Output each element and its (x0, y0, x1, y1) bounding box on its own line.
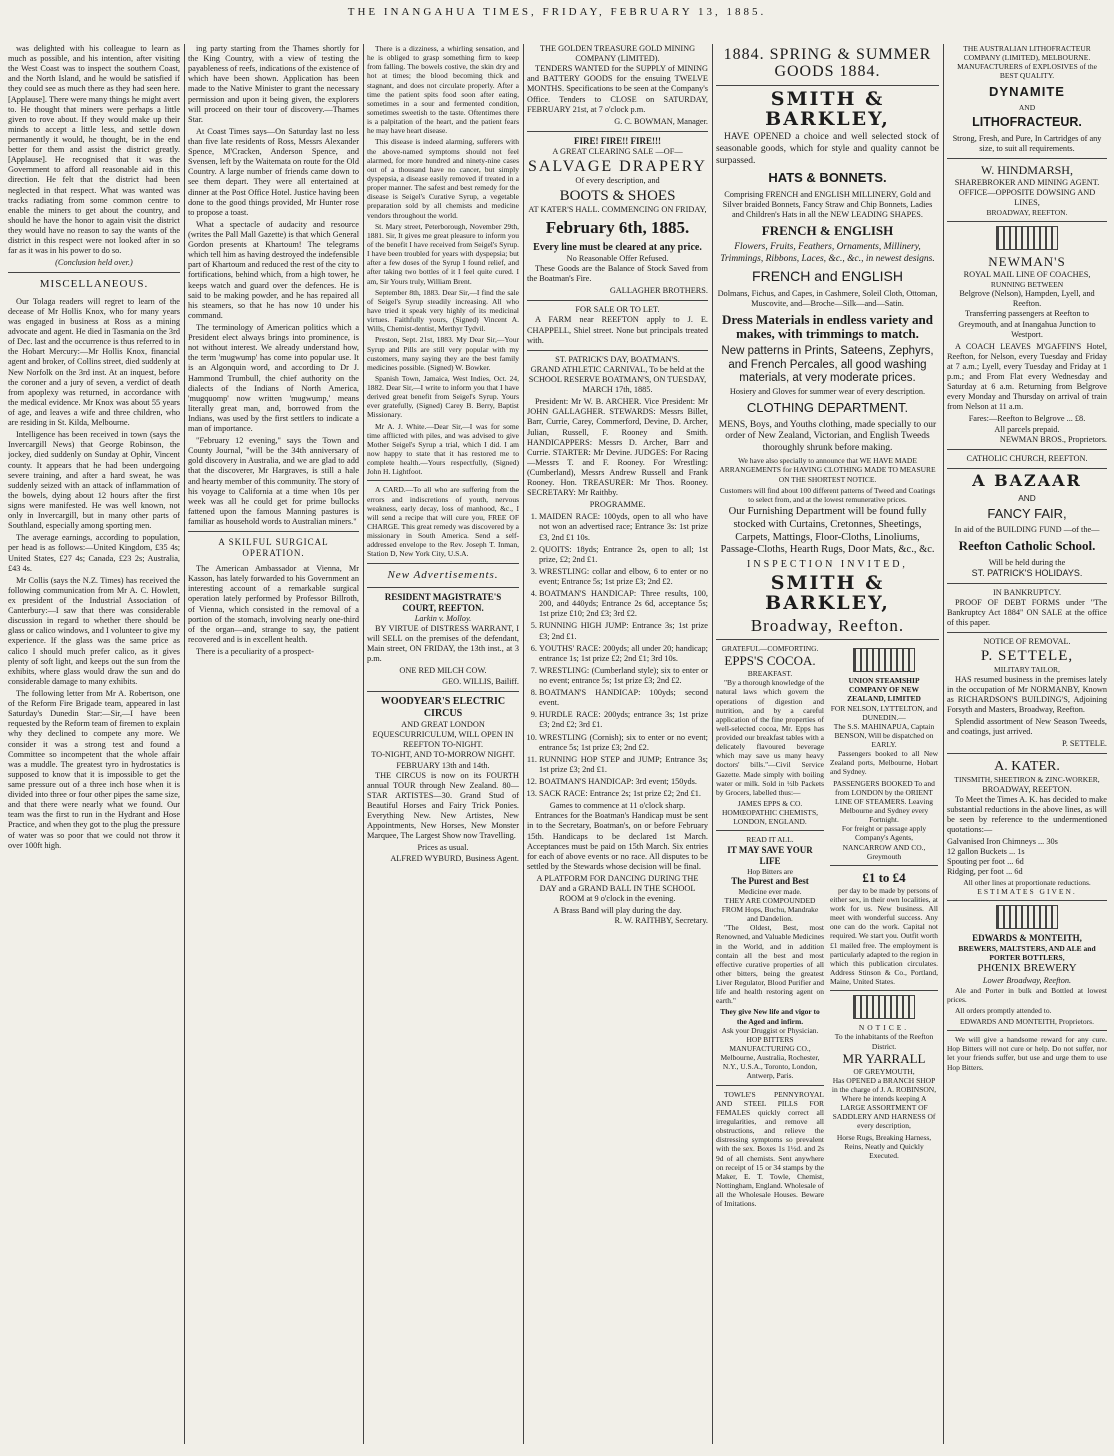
oldest-text: "The Oldest, Best, most Renowned, and Valuable Medicines in the World, and in addition contain all the best and most effective curative properties of all other bitters, being the greatest Liver Regulator, Blood Purifier and life and health restoring agent on earth." (716, 923, 824, 1006)
bankruptcy-heading: IN BANKRUPTCY. (992, 587, 1062, 597)
article-paragraph: Our Tolaga readers will regret to learn of the decease of Mr Hollis Knox, who for many years was engaged in business at Ross as a mining advocate and agent. He died in Tasmania on the 3rd of Dec. last and the occurrence is thus referred to in the Hobart Mercury:—Mr Hollis Knox, financial agent and broker, of Collins street, died suddenly at New Norfolk on the 3rd inst. At an inquest, before the coroner and a jury of seven, a verdict of death from apoplexy was returned, in accordance with the medical evidence. Mr Knox was about 55 years of age, and leaves a wife and three children, who are residing in St. Kilda, Melbourne. (8, 296, 180, 428)
kater-heading: A. KATER. (994, 759, 1060, 775)
french-english-italic: Flowers, Fruits, Feathers, Ornaments, Millinery, Trimmings, Ribbons, Laces, &c., &c., in newest designs. (720, 242, 935, 264)
opened-text: HAVE OPENED a choice and well selected stock of seasonable goods, which for style and quality cannot be surpassed. (716, 132, 939, 166)
section-title-new-ads: New Advertisements. (387, 568, 499, 581)
divider (527, 300, 708, 301)
programme-event: 2. QUOITS: 18yds; Entrance 2s, open to all; 1st prize, £2; 2nd £1. (539, 545, 708, 565)
furnishing-text: Our Furnishing Department will be found fully stocked with Curtains, Cretonnes, Sheetings, Carpets, Mattings, Floor-Cloths, Linoliums, Passage-Cloths, Hearth Rugs, Door Mats, &c., &c. (720, 505, 935, 556)
office-addr: BROADWAY, REEFTON. (986, 207, 1068, 217)
strong-text: Strong, Fresh, and Pure, In Cartridges of any size, to suit all requirements. (952, 133, 1102, 153)
newman-heading: NEWMAN'S (988, 254, 1066, 270)
proof-text: PROOF OF DEBT FORMS under "The Bankruptcy Act 1884" ON SALE at the office of this paper. (947, 597, 1107, 627)
route-text: Belgrove (Nelson), Hampden, Lyell, and Reefton. (959, 289, 1095, 309)
article-paragraph: The terminology of American politics which a President elect always brings into prominence, is not without interest. We already understand how, the term 'mugwump' has come into popular use. It is an Algonquin word, and according to Dr J. Hammond Trumbull, the chief authority on the dialects of the Indians of North America, 'mugquomp' now written 'mugwump,' means literally great man, and, borrowed from the Indians, was used by the first settlers to indicate a man of importance. (188, 322, 359, 434)
circus-sign: ALFRED WYBURD, Business Agent. (390, 853, 519, 863)
divider (947, 468, 1107, 469)
spring-header: 1884. SPRING & SUMMER GOODS 1884. (723, 46, 932, 80)
medicine-heading: Medicine ever made. (738, 886, 802, 896)
dress-heading: Dress Materials in endless variety and makes, with trimmings to match. (722, 311, 933, 342)
every-line: Of every description, and (575, 176, 660, 186)
resumed-text: HAS resumed business in the premises lately in the occupation of Mr NORMANBY, Known as RICHARDSON'S BUILDING'S, Adjoining Forsyth and Masters, Broadway, Reefton. (947, 674, 1107, 714)
phoenix-addr: Lower Broadway, Reefton. (982, 975, 1072, 985)
divider (947, 632, 1107, 633)
and-text-2: AND (1018, 492, 1036, 503)
epps-sub: BREAKFAST. (747, 669, 793, 679)
programme-event: 7. WRESTLING: (Cumberland style); six to enter or no event; entrance 5s; 1st prize £3; 2nd £2. (539, 666, 708, 686)
brewery-illustration (996, 905, 1058, 929)
divider (188, 531, 359, 532)
testimonial: St. Mary street, Peterborough, November 29th, 1881. Sir, It gives me great pleasure to inform you of the benefit I have received from Seigel's Syrup. I have been troubled for years with dyspepsia; but after a few doses of the Syrup I found relief, and after taking two bottles of it I feel quite cured. I am, Sir Yours truly, William Brent. (367, 221, 519, 286)
hop-heading: Hop Bitters are (747, 866, 793, 876)
column-1 (8, 44, 180, 1444)
carnival-text: GRAND ATHLETIC CARNIVAL, To be held at the SCHOOL RESERVE BOATMAN'S, ON TUESDAY, MARCH 17th, 1885. (528, 364, 707, 395)
price-item: 12 gallon Buckets ... 1s (947, 847, 1025, 857)
programme-event: 12. BOATMAN'S HANDICAP: 3rd event; 150yds. (539, 777, 708, 787)
hats-body: Comprising FRENCH and ENGLISH MILLINERY, Gold and Silver braided Bonnets, Fancy Straw and Chip Bonnets, Ladies and Children's Hats in all the NEW LEADING SHAPES. (722, 189, 933, 219)
article-paragraph: was delighted with his colleague to learn as much as possible, and his intention, after visiting the West Coast was to inspect the southern Coast, and the North Island, and he would be satisfied if they could see as much there as they had seen here. [Applause]. There were many things he might avert to. He thought that miners were perhaps a little given to rove about. If they would make up their minds to accept a little less, and settle down permanently it would, he thought, be in the end better for them and assist the district greatly. [Applause]. He recognised that it was the Government to afford all reasonable aid in this direction. He felt that the district had been neglected in that respect. What was wanted was tracks radiating from some common centre to enable the miners to get about the country, and should he have the honor to again visit the district they would have no reason to say the wants of the district in this respect were not looked after in so far as it was in his power to do so. (8, 44, 180, 256)
held-text: Will be held during the (988, 557, 1066, 567)
article-paragraph: This disease is indeed alarming, sufferers with the above-named symptoms should not feel alarmed, for more hundred and ninety-nine cases out of a thousand have no cancer, but simply dyspepsia, a disease easily removed if treated in a proper manner. The safest and best remedy for the disease is Seigel's Curative Syrup, a vegetable preparation sold by all chemists and medicine vendors throughout the world. (367, 137, 519, 220)
no-offer: No Reasonable Offer Refused. (566, 253, 669, 263)
reward-text: We will give a handsome reward for any cure. Hop Bitters will not cure or help. Do not suffer, nor let your friends suffer, but use and urge them to use Hop Bitters. (947, 1035, 1107, 1072)
circus-subtitle: AND GREAT LONDON EQUESCURRICULUM, WILL OPEN IN REEFTON TO-NIGHT. (372, 720, 514, 750)
litho-title: THE AUSTRALIAN LITHOFRACTEUR COMPANY (LIMITED), MELBOURNE. (963, 44, 1091, 63)
steamship-illustration (853, 648, 915, 672)
divider (367, 691, 519, 692)
circus-prices: Prices as usual. (417, 843, 469, 853)
clearing-heading: A GREAT CLEARING SALE —OF— (552, 146, 683, 156)
union-agent: For freight or passage apply Company's Agents, NANCARROW AND CO., Greymouth (841, 824, 927, 861)
edwards-sign: EDWARDS AND MONTEITH, Proprietors. (960, 1017, 1094, 1027)
column-rule (712, 44, 713, 1444)
divider (716, 1085, 824, 1086)
clothing-body: MENS, Boys, and Youths clothing, made specially to our order of New Zealand, Victorian, and English Tweeds thoroughly shrunk before making. (718, 419, 937, 453)
orders-text: All orders promptly attended to. (955, 1005, 1052, 1015)
removal-heading: NOTICE OF REMOVAL. (983, 637, 1071, 647)
french-english-2-heading: FRENCH and ENGLISH (752, 268, 903, 285)
divider (8, 272, 180, 273)
article-paragraph: "February 12 evening," says the Town and County Journal, "will be the 34th anniversary of gold discovery in Australia, and we are glad to add that the discoverer, Mr Hargraves, is still a hale and hearty member of this community. The story of his voyage to California at a time when 10s per week was all he could get for prime bullocks fattened upon the famous Manning pastures is familiar as household words to Australian miners." (188, 436, 359, 527)
officers-text: President: Mr W. B. ARCHER. Vice President: Mr JOHN GALLAGHER. STEWARDS: Messrs Billet, Barr, Currie, Carey, Commerford, Devine, D. Archer, Julian, Russell, F. Rooney and Smith. HANDICAPPERS: Messrs D. Archer, Barr and Currie. STARTER: Mr Devine. JUDGES: For Racing—Messrs T. and F. Rooney. For Wrestling: (Cumberland), Messrs Andrew Russell and Frank Rooney. Hon. TREASURER: Mr Thos. Rooney. SECRETARY: Mr Raithby. (527, 397, 708, 498)
boots-heading: BOOTS & SHOES (559, 187, 676, 204)
tinsmith-text: TINSMITH, SHEETIRON & ZINC-WORKER, (954, 775, 1100, 785)
programme-event: 1. MAIDEN RACE: 100yds, open to all who have not won an advertised race; Entrance 3s: 1st prize £3, 2nd £1 10s. (539, 512, 708, 542)
divider (367, 480, 519, 481)
coach-illustration (996, 226, 1058, 250)
hindmarsh-heading: W. HINDMARSH, (981, 162, 1073, 177)
union-booked: PASSENGERS BOOKED To and from LONDON by the ORIENT LINE OF STEAMERS. Leaving Melbourne and Sydney every Fortnight. (833, 778, 935, 825)
court-body: BY VIRTUE of DISTRESS WARRANT, I will SELL on the premises of the defendant, Main street, ON FRIDAY, the 13th inst., at 3 p.m. (367, 624, 519, 664)
column-rule (943, 44, 944, 1444)
newman-sign: NEWMAN BROS., Proprietors. (999, 434, 1107, 444)
kater-body: To Meet the Times A. K. has decided to make substantial reductions in the above lines, as will be seen by reference to the undermentioned quotations:— (947, 794, 1107, 835)
others-text: All other lines at proportionate reductions. (963, 877, 1091, 887)
royal-text: ROYAL MAIL LINE OF COACHES, (963, 269, 1091, 279)
date-heading: February 6th, 1885. (545, 217, 690, 237)
hats-heading: HATS & BONNETS. (768, 170, 887, 186)
masthead: THE INANGAHUA TIMES, FRIDAY, FEBRUARY 13, 1885. (347, 6, 767, 18)
union-ship: The S.S. MAHINAPUA, Captain BENSON, Will be dispatched on EARLY. (833, 721, 935, 750)
court-case: Larkin v. Molloy. (414, 613, 472, 623)
inspection-heading: INSPECTION INVITED, (747, 559, 908, 571)
divider (716, 830, 824, 831)
and-text: AND (1018, 102, 1036, 112)
read-heading: READ IT ALL. (746, 835, 794, 845)
fancy-heading: FANCY FAIR, (987, 505, 1067, 521)
article-paragraph: The American Ambassador at Vienna, Mr Kasson, has lately forwarded to his Government an interesting account of a remarkable surgical operation lately performed by Professor Billroth, of Vienna, which consisted in the removal of a portion of the stomach, involving nearly one-third of the organ—and, strange to say, the patient recovered and is in excellent health. (188, 564, 359, 644)
hosiery-text: Hosiery and Gloves for summer wear of every description. (729, 387, 926, 397)
edwards-heading: EDWARDS & MONTEITH, (972, 932, 1082, 943)
ale-text: Ale and Porter in bulk and Bottled at lowest prices. (947, 985, 1107, 1004)
divider (947, 753, 1107, 754)
dynamite-heading: DYNAMITE (989, 83, 1065, 99)
transfer-text: Transferring passengers at Reefton to Greymouth, and at Inangahua Junction to Westport. (958, 309, 1096, 339)
aid-text: In aid of the BUILDING FUND —of the— (954, 525, 1100, 535)
section-title-miscellaneous: MISCELLANEOUS. (39, 278, 149, 291)
column-3 (367, 44, 519, 1444)
divider (947, 449, 1107, 450)
coach-text: A COACH LEAVES M'GAFFIN'S Hotel, Reefton, for Nelson, every Tuesday and Friday at 7 a.m.; Lyell, every Tuesday and Friday at 1 p.m.; and From Flat every Wednesday and Saturday at 6 a.m. Returning from Belgrove every Monday and Thursday on arrival of train from Nelson at 11 a.m. (947, 341, 1107, 412)
notice-to: To the inhabitants of the Reefton District. (834, 1032, 934, 1051)
union-body: Passengers booked to all New Zealand ports, Melbourne, Hobart and Sydney. (830, 749, 938, 777)
programme-event: 5. RUNNING HIGH JUMP: Entrance 3s; 1st prize £3; 2nd £1. (539, 621, 708, 641)
article-paragraph: Intelligence has been received in town (says the Invercargill News) that George Robinson, the jockey, died suddenly on Sunday at Ophir, Vincent county. It appears that he had been undergoing severe training, and after a hard sweat, he was suddenly seized with an attack of inflammation of the bowels, dying about 12 hours after the first signs were manifested. He was well known, not only in Invercargill, but in many other parts of Southland, especially among sporting men. (8, 430, 180, 531)
french-english-2-body: Dolmans, Fichus, and Capes, in Cashmere, Soleil Cloth, Ottoman, Muscovite, and—Broche—Silk—and—Satin. (717, 288, 938, 308)
splendid-text: Splendid assortment of New Season Tweeds, and coatings, just arrived. (947, 717, 1107, 737)
prepaid-text: All parcels prepaid. (994, 424, 1060, 434)
katers-hall: AT KATER'S HALL. COMMENCING ON FRIDAY, (528, 204, 707, 214)
cleared-heading: Every line must be cleared at any price. (533, 241, 702, 253)
lithofracteur-heading: LITHOFRACTEUR. (972, 115, 1082, 129)
lower-ads-left (716, 644, 824, 1210)
towle-text: TOWLE'S PENNYROYAL AND STEEL PILLS FOR FEMALES quickly correct all irregularities, and remove all obstructions, and relieve the distressing symptoms so prevalent with the sex. Boxes 1s 1½d. and 2s 9d of all chemists. Sent anywhere on receipt of 15 or 34 stamps by the Maker, E. T. Towle, Chemist, Nottingham, England. Wholesale of all the Wholesale Houses. Beware of Imitations. (716, 1089, 824, 1209)
union-for: FOR NELSON, LYTTELTON, and DUNEDIN.— (830, 703, 938, 722)
settele-sign: P. SETTELE. (1062, 739, 1107, 749)
broadway-heading: Broadway, Reefton. (750, 616, 905, 636)
column-4 (527, 44, 708, 1444)
estimates-text: ESTIMATES GIVEN. (977, 886, 1077, 896)
programme-event: 10. WRESTLING (Cornish); six to enter or no event; entrance 5s; 1st prize £3; 2nd £2. (539, 733, 708, 753)
divider (947, 1030, 1107, 1031)
pounds-body: per day to be made by persons of either sex, in their own localities, at work for us. New business. All meet with wonderful success. Any one can do the work. Capital not required. We start you. Outfit worth £1 mailed free. The employment is particularly adapted to the region in which this publication circulates. Address Stinson & Co., Portland, Maine, United States. (830, 885, 938, 987)
church-heading: CATHOLIC CHURCH, REEFTON. (966, 453, 1088, 463)
divider (830, 990, 938, 991)
programme-event: 4. BOATMAN'S HANDICAP: Three results, 100, 200, and 440yds; Entrance 2s 6d, acceptance 5s; 1st prize £10; 2nd £3; 3rd £2. (539, 589, 708, 619)
union-title: UNION STEAMSHIP COMPANY OF NEW ZEALAND, LIMITED (847, 676, 921, 704)
column-2 (188, 44, 359, 1444)
french-english-heading: FRENCH & ENGLISH (761, 222, 894, 238)
save-heading: IT MAY SAVE YOUR LIFE (727, 844, 813, 866)
divider (830, 865, 938, 866)
article-paragraph: The average earnings, according to population, per head is as follows:—United Kingdom, £35 4s; United States, £27 4s; Canada, £23 2s; Australia, £43 4s. (8, 533, 180, 573)
epps-pre: GRATEFUL—COMFORTING. (721, 644, 819, 654)
broker-text: SHAREBROKER AND MINING AGENT. (954, 177, 1100, 187)
column-rule (184, 44, 185, 1444)
farm-text: A FARM near REEFTON apply to J. E. CHAPPELL, Shiel street. None but principals treated with. (527, 315, 708, 345)
testimonial: Spanish Town, Jamaica, West Indies, Oct. 24, 1882. Dear Sir,—I write to inform you that I have derived great benefit from Seigel's Syrup. Yours ever gratefully, (Signed) Carey B. Berry, Baptist Missionary. (367, 373, 519, 420)
firm-name-2: SMITH & BARKLEY, (765, 572, 890, 615)
fire-heading: FIRE! FIRE!! FIRE!!! (574, 135, 661, 146)
epps-sign: JAMES EPPS & CO. HOMŒOPATHIC CHEMISTS, LONDON, ENGLAND. (722, 799, 818, 827)
lower-ads (716, 644, 939, 1210)
pounds-heading: £1 to £4 (862, 869, 906, 885)
clothing-heading: CLOTHING DEPARTMENT. (746, 400, 909, 416)
price-item: Ridging, per foot ... 6d (947, 867, 1023, 877)
yarrall-body: Has OPENED a BRANCH SHOP in the charge of J. A. ROBINSON, Where he intends keeping A LARGE ASSORTMENT OF SADDLERY AND HARNESS Of every description, (831, 1075, 937, 1131)
programme-heading: PROGRAMME. (589, 500, 646, 510)
programme-event: 6. YOUTHS' RACE: 200yds; all under 20; handicap; entrance 1s; 1st prize £2; 2nd £1; 3rd 10s. (539, 644, 708, 664)
bazaar-heading: A BAZAAR (972, 470, 1082, 490)
epps-title: EPPS'S COCOA. (724, 653, 816, 669)
circus-title: WOODYEAR'S ELECTRIC CIRCUS (380, 695, 506, 719)
office-text: OFFICE—OPPOSITE DOWSING AND LINES, (958, 187, 1096, 207)
divider (367, 563, 519, 564)
price-item: Spouting per foot ... 6d (947, 857, 1024, 867)
stpatrick-heading: ST. PATRICK'S DAY, BOATMAN'S. (555, 354, 680, 364)
divider (947, 221, 1107, 222)
brass-text: A Brass Band will play during the day. (553, 906, 682, 916)
gold-sign: G. C. BOWMAN, Manager. (614, 116, 708, 126)
column-6 (947, 44, 1107, 1444)
entries-text: Entrances for the Boatman's Handicap must be sent in to the Secretary, Boatman's, on or before February 15th. Handicaps to be declared 1st March. Acceptances must be paid on 15th March. Six entries for each of above events or no race. All disputes to be settled by the Stewards whose decision will be final. (527, 811, 708, 871)
programme-event: 3. WRESTLING: collar and elbow, 6 to enter or no event; Entrance 5s; 1st prize £3; 2nd £2. (539, 567, 708, 587)
court-item: ONE RED MILCH COW. (399, 666, 487, 676)
games-text: Games to commence at 11 o'clock sharp. (549, 801, 686, 811)
compounded-text: THEY ARE COMPOUNDED FROM Hops, Buchu, Mandrake and Dandelion. (721, 895, 819, 924)
programme-event: 13. SACK RACE: Entrance 2s; 1st prize £2; 2nd £1. (539, 789, 708, 799)
prints-text: New patterns in Prints, Sateens, Zephyrs, and French Percales, all good washing materials, at very moderate prices. (721, 345, 934, 384)
testimonial: Preston, Sept. 21st, 1883. My Dear Sir,—Your Syrup and Pills are still very popular with my customers, many saying they are the best family medicines possible. (Signed) W. Bowker. (367, 335, 519, 372)
kater-addr: BROADWAY, REEFTON. (982, 784, 1072, 794)
raithby-sign: R. W. RAITHBY, Secretary. (614, 916, 708, 926)
programme-event: 9. HURDLE RACE: 200yds; entrance 3s; 1st prize £3; 2nd £2; 3rd £1. (539, 710, 708, 730)
article-paragraph: ing party starting from the Thames shortly for the King Country, with a view of testing the payableness of reefs, indications of the existence of which have been shown. Application has been made to the Native Minister to grant the necessary permission and upon it being given, the explorers will proceed on their tour of discovery.—Thames Star. (188, 44, 359, 124)
gold-title: THE GOLDEN TREASURE GOLD MINING COMPANY (LIMITED). (539, 44, 696, 64)
gallagher-sign: GALLAGHER BROTHERS. (609, 286, 708, 296)
purest-heading: The Purest and Best (731, 875, 809, 886)
column-rule (363, 44, 364, 1444)
divider (947, 900, 1107, 901)
divider (527, 350, 708, 351)
lower-ads-right (830, 644, 938, 1210)
article-paragraph: There is a peculiarity of a prospect- (196, 646, 314, 656)
court-title: RESIDENT MAGISTRATE'S COURT, REEFTON. (384, 592, 502, 613)
holidays-heading: ST. PATRICK'S HOLIDAYS. (971, 567, 1083, 578)
divider (947, 158, 1107, 159)
testimonial: Mr A. J. White.—Dear Sir,—I was for some time afflicted with piles, and was advised to give Mother Seigel's Syrup a trial, which I did. I am now happy to state that it has restored me to complete health.—Yours respectfully, (Signed) John H. Lightfoot. (367, 421, 519, 477)
column-rule (523, 44, 524, 1444)
circus-body: THE CIRCUS is now on its FOURTH annual TOUR through New Zealand. 80—STAR ARTISTES—30. Grand Stud of Beautiful Horses and Fairy Trick Ponies. Everything New. New Artistes, New Appointments, New Horses, New Monster Marquee, The Largest Show now Travelling. (367, 770, 519, 841)
circus-dates: TO-NIGHT, AND TO-MORROW NIGHT. FEBRUARY 13th and 14th. (371, 750, 515, 770)
divider (947, 583, 1107, 584)
court-sign: GEO. WILLIS, Bailiff. (442, 676, 519, 686)
article-paragraph: At Coast Times says—On Saturday last no less than five late residents of Ross, Messrs Alexander Spence, M'Cracken, Anderson Spence, and Svensen, left by the Waitemata on route for the Old Country. A large number of friends came down to see them depart. They were all entertained at dinner at the Post Office Hotel. Justice having been done to the good things provided, Mr Hunter rose to propose a toast. (188, 126, 359, 217)
military-text: MILITARY TAILOR, (994, 665, 1060, 675)
yarrall-of: OF GREYMOUTH, (853, 1066, 915, 1076)
platform-text: A PLATFORM FOR DANCING DURING THE DAY and a GRAND BALL IN THE SCHOOL ROOM at 9 o'clock in the evening. (536, 873, 699, 904)
epps-body: "By a thorough knowledge of the natural laws which govern the operations of digestion and nutrition, and by a careful application of the fine properties of well-selected cocoa, Mr. Epps has provided our breakfast tables with a delicately flavoured beverage which may save us many heavy doctors' bills."—Civil Service Gazette. Made simply with boiling water or milk. Sold in ½lb Packets by Grocers, labelled thus:— (716, 678, 824, 797)
fares-text: Fares:—Reefton to Belgrove ... £8. (968, 414, 1086, 424)
yarrall-heading: MR YARRALL (842, 1050, 926, 1066)
article-note: (Conclusion held over.) (55, 258, 133, 268)
settele-heading: P. SETTELE, (980, 648, 1074, 665)
article-paragraph: There is a dizziness, a whirling sensation, and he is obliged to grasp something firm to keep from falling. The bowels costive, the skin dry and hot at times; the blood becoming thick and stagnant, and does not circulate properly. After a time the patient spits food soon after eating, sometimes in a sour and fermented condition, sometimes sweetish to the taste. Oftentimes there is a palpitation of the heart, and the patient fears he may have heart disease. (367, 44, 519, 136)
running-text: RUNNING BETWEEN (990, 280, 1064, 290)
litho-body: MANUFACTURERS of EXPLOSIVES of the BEST QUALITY. (957, 62, 1097, 81)
programme-event: 8. BOATMAN'S HANDICAP: 100yds; second event. (539, 688, 708, 708)
brewers-text: BREWERS, MALTSTERS, AND ALE and PORTER BOTTLERS, (958, 943, 1096, 962)
hop-sign: HOP BITTERS MANUFACTURING CO., Melbourne, Australia, Rochester, N.Y., U.S.A., Toronto, London, Antwerp, Paris. (720, 1034, 820, 1081)
testimonial: September 8th, 1883. Dear Sir,—I find the sale of Seigel's Syrup steadily increasing. All who have tried it speak very highly of its medicinal virtues. Faithfully yours, (Signed) Vincent A. Wills, Chemist-dentist, Merthyr Tydvil. (367, 287, 519, 334)
gold-body: TENDERS WANTED for the SUPPLY of MINING and BATTERY GOODS for the ensuing TWELVE MONTHS. Specifications to be seen at the Company's Office. Tenders to CLOSE on SATURDAY, FEBRUARY 21st, at 7 o'clock p.m. (527, 64, 708, 114)
forsale-heading: FOR SALE OR TO LET. (575, 305, 660, 315)
customers-text: Customers will find about 100 different patterns of Tweed and Coatings to select from, and at the lowest remunerative prices. (719, 485, 936, 504)
article-paragraph: The following letter from Mr A. Robertson, one of the Reform Fire Brigade team, appeared in last Saturday's Dunedin Star:—Sir,—I have been requested by the Reform team of firemen to explain why they declined to compete any more. We consider it was a strong test and found a Committee so incompetent that the whole affair was a muddle. The greatest tyro in hydrostatics is supposed to know that it is impossible to get the same pressure out of a three inch hose when it is divided into three or four other pipes the same size, and that there were nearly what we found. Our team was the first to run in the Hydrant and Hose Practice, and when they got to the plug the pressure of water was so poor that we could not throw it over 100ft high. (8, 688, 180, 850)
programme-event: 11. RUNNING HOP STEP and JUMP; Entrance 3s; 1st prize £3; 2nd £1. (539, 755, 708, 775)
firm-name: SMITH & BARKLEY, (765, 87, 890, 130)
divider (716, 639, 939, 640)
balance-text: These Goods are the Balance of Stock Saved from the Boatman's Fire. (527, 263, 708, 284)
divider (527, 131, 708, 132)
arrange-text: We have also specially to announce that WE HAVE MADE ARRANGEMENTS for HAVING CLOTHING MADE TO MEASURE ON THE SHORTEST NOTICE. (719, 456, 936, 484)
new-life: They give New life and vigor to the Aged and infirm. (720, 1007, 820, 1026)
salvage-heading: SALVAGE DRAPERY (528, 157, 707, 175)
divider (716, 85, 939, 86)
section-title-surgical: A SKILFUL SURGICAL OPERATION. (218, 537, 329, 559)
ask-heading: Ask your Druggist or Physician. (721, 1025, 819, 1035)
notice-title: NOTICE. (858, 1023, 910, 1033)
divider (367, 587, 519, 588)
card-ad: A CARD.—To all who are suffering from the errors and indiscretions of youth, nervous weakness, early decay, loss of manhood, &c., I will send a recipe that will cure you, FREE OF CHARGE. This great remedy was discovered by a missionary in South America. Send a self-addressed envelope to the Rev. Joseph T. Inman, Station D, New York City, U.S.A. (367, 485, 519, 559)
saddle-illustration (853, 995, 915, 1019)
yarrall-foot: Horse Rugs, Breaking Harness, Reins, Neatly and Quickly Executed. (836, 1132, 932, 1160)
school-heading: Reefton Catholic School. (958, 538, 1096, 554)
price-item: Galvanised Iron Chimneys ... 30s (947, 837, 1058, 847)
article-paragraph: Mr Collis (says the N.Z. Times) has received the following communication from Mr A. C. Howlett, ex president of the Industrial Association of Canterbury:—I saw that there was considerable discussion in regard to whether there should be glass or calico windows, and I volunteer to give my experience. If the glass was the same price as calico I should much prefer calico, as it gives plenty of soft light, and keeps out the sun from the exhibits, where glass would draw the sun and do considerable damage to many exhibits. (8, 575, 180, 686)
column-5 (716, 44, 939, 1444)
phoenix-heading: PHŒNIX BREWERY (977, 962, 1077, 975)
article-paragraph: What a spectacle of audacity and resource (writes the Pall Mall Gazette) is that which General Gordon presents at Khartoum! The telegrams which tell him as having destroyed the indefensible part of Khartoum and reduced the rest of the city to fortifications, behind which, from a high tower, he keeps watch and guard over the defences. He is said to be making powder, and he has repaired all his steamers, so that he has now 10 under his command. (188, 219, 359, 320)
